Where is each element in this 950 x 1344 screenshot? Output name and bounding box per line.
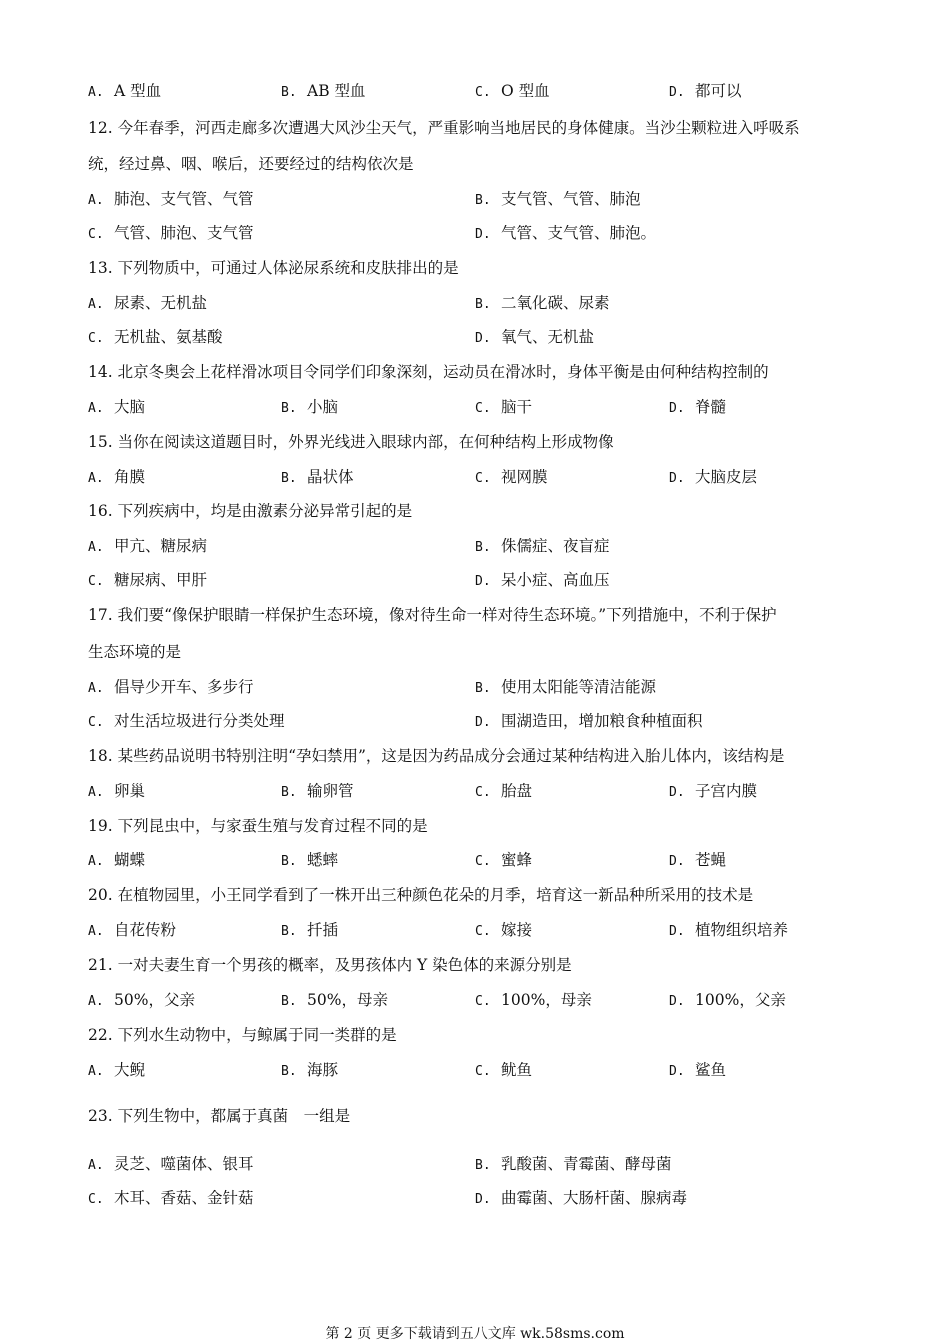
option-d: D. 呆小症、高血压 bbox=[475, 571, 610, 589]
option-a: A. 蝴蝶 bbox=[88, 851, 146, 869]
option-a: A. 大鲵 bbox=[88, 1061, 146, 1079]
option-a: A. A 型血 bbox=[88, 82, 162, 100]
option-d: D. 都可以 bbox=[669, 82, 742, 100]
option-d: D. 鲨鱼 bbox=[669, 1061, 727, 1079]
q20-options bbox=[0, 920, 950, 940]
option-c: C. 脑干 bbox=[475, 398, 533, 416]
option-d: D. 围湖造田，增加粮食种植面积 bbox=[475, 712, 703, 730]
option-a: A. 尿素、无机盐 bbox=[88, 294, 208, 312]
option-c: C. 胎盘 bbox=[475, 782, 533, 800]
option-c: C. 蜜蜂 bbox=[475, 851, 533, 869]
option-b: B. 乳酸菌、青霉菌、酵母菌 bbox=[475, 1155, 672, 1173]
q13-stem: 13. 下列物质中，可通过人体泌尿系统和皮肤排出的是 bbox=[88, 259, 459, 277]
option-a: A. 角膜 bbox=[88, 468, 146, 486]
option-c: C. O 型血 bbox=[475, 82, 550, 100]
option-d: D. 气管、支气管、肺泡。 bbox=[475, 224, 657, 242]
q14-stem: 14. 北京冬奥会上花样滑冰项目令同学们印象深刻，运动员在滑冰时，身体平衡是由何种结构控制的 bbox=[88, 363, 769, 381]
option-c: C. 无机盐、氨基酸 bbox=[88, 328, 223, 346]
q23-stem: 23. 下列生物中，都属于真菌 一组是 bbox=[88, 1107, 351, 1125]
q12-stem-line1: 12. 今年春季，河西走廊多次遭遇大风沙尘天气，严重影响当地居民的身体健康。当沙尘颗粒进入呼吸系 bbox=[88, 119, 800, 137]
option-c: C. 糖尿病、甲肝 bbox=[88, 571, 208, 589]
option-d: D. 100%，父亲 bbox=[669, 991, 786, 1009]
option-a: A. 灵芝、噬菌体、银耳 bbox=[88, 1155, 254, 1173]
option-a: A. 肺泡、支气管、气管 bbox=[88, 190, 254, 208]
option-c: C. 嫁接 bbox=[475, 921, 533, 939]
option-b: B. 侏儒症、夜盲症 bbox=[475, 537, 610, 555]
option-b: B. 支气管、气管、肺泡 bbox=[475, 190, 641, 208]
q18-stem: 18. 某些药品说明书特别注明“孕妇禁用”，这是因为药品成分会通过某种结构进入胎儿体内，该结构是 bbox=[88, 747, 785, 765]
option-b: B. 海豚 bbox=[281, 1061, 339, 1079]
q12-options-row1 bbox=[0, 189, 950, 209]
option-c: C. 100%，母亲 bbox=[475, 991, 592, 1009]
q19-options bbox=[0, 850, 950, 870]
q16-options-row2 bbox=[0, 570, 950, 590]
option-a: A. 甲亢、糖尿病 bbox=[88, 537, 208, 555]
option-d: D. 大脑皮层 bbox=[669, 468, 758, 486]
option-d: D. 氧气、无机盐 bbox=[475, 328, 595, 346]
q13-options-row2 bbox=[0, 327, 950, 347]
option-d: D. 苍蝇 bbox=[669, 851, 727, 869]
q20-stem: 20. 在植物园里，小王同学看到了一株开出三种颜色花朵的月季，培育这一新品种所采用的技术是 bbox=[88, 886, 754, 904]
q14-options bbox=[0, 397, 950, 417]
option-c: C. 气管、肺泡、支气管 bbox=[88, 224, 254, 242]
q17-stem-line1: 17. 我们要“像保护眼睛一样保护生态环境，像对待生命一样对待生态环境。”下列措施中，不利于保护 bbox=[88, 606, 777, 624]
q11-options bbox=[0, 81, 950, 101]
option-b: B. 小脑 bbox=[281, 398, 339, 416]
q17-options-row2 bbox=[0, 711, 950, 731]
option-a: A. 50%，父亲 bbox=[88, 991, 195, 1009]
option-c: C. 木耳、香菇、金针菇 bbox=[88, 1189, 254, 1207]
option-d: D. 曲霉菌、大肠杆菌、腺病毒 bbox=[475, 1189, 688, 1207]
q17-stem-line2: 生态环境的是 bbox=[88, 643, 182, 661]
q17-options-row1 bbox=[0, 677, 950, 697]
q23-options-row1 bbox=[0, 1154, 950, 1174]
option-d: D. 植物组织培养 bbox=[669, 921, 789, 939]
q19-stem: 19. 下列昆虫中，与家蚕生殖与发育过程不同的是 bbox=[88, 817, 428, 835]
option-d: D. 脊髓 bbox=[669, 398, 727, 416]
q13-options-row1 bbox=[0, 293, 950, 313]
q12-options-row2 bbox=[0, 223, 950, 243]
option-a: A. 倡导少开车、多步行 bbox=[88, 678, 254, 696]
page-footer: 第 2 页 更多下载请到五八文库 wk.58sms.com bbox=[325, 1326, 625, 1342]
q21-stem: 21. 一对夫妻生育一个男孩的概率，及男孩体内 Y 染色体的来源分别是 bbox=[88, 956, 572, 974]
option-b: B. 晶状体 bbox=[281, 468, 354, 486]
q15-stem: 15. 当你在阅读这道题目时，外界光线进入眼球内部，在何种结构上形成物像 bbox=[88, 433, 614, 451]
option-a: A. 自花传粉 bbox=[88, 921, 177, 939]
q15-options bbox=[0, 467, 950, 487]
option-b: B. AB 型血 bbox=[281, 82, 366, 100]
option-b: B. 使用太阳能等清洁能源 bbox=[475, 678, 657, 696]
option-b: B. 二氧化碳、尿素 bbox=[475, 294, 610, 312]
option-b: B. 蟋蟀 bbox=[281, 851, 339, 869]
option-c: C. 鱿鱼 bbox=[475, 1061, 533, 1079]
option-c: C. 对生活垃圾进行分类处理 bbox=[88, 712, 285, 730]
option-b: B. 50%，母亲 bbox=[281, 991, 388, 1009]
option-d: D. 子宫内膜 bbox=[669, 782, 758, 800]
option-b: B. 扦插 bbox=[281, 921, 339, 939]
q23-options-row2 bbox=[0, 1188, 950, 1208]
q21-options bbox=[0, 990, 950, 1010]
q18-options bbox=[0, 781, 950, 801]
q16-options-row1 bbox=[0, 536, 950, 556]
q22-stem: 22. 下列水生动物中，与鲸属于同一类群的是 bbox=[88, 1026, 397, 1044]
option-c: C. 视网膜 bbox=[475, 468, 548, 486]
q22-options bbox=[0, 1060, 950, 1080]
option-b: B. 输卵管 bbox=[281, 782, 354, 800]
q16-stem: 16. 下列疾病中，均是由激素分泌异常引起的是 bbox=[88, 502, 413, 520]
option-a: A. 卵巢 bbox=[88, 782, 146, 800]
option-a: A. 大脑 bbox=[88, 398, 146, 416]
q12-stem-line2: 统，经过鼻、咽、喉后，还要经过的结构依次是 bbox=[88, 155, 414, 173]
